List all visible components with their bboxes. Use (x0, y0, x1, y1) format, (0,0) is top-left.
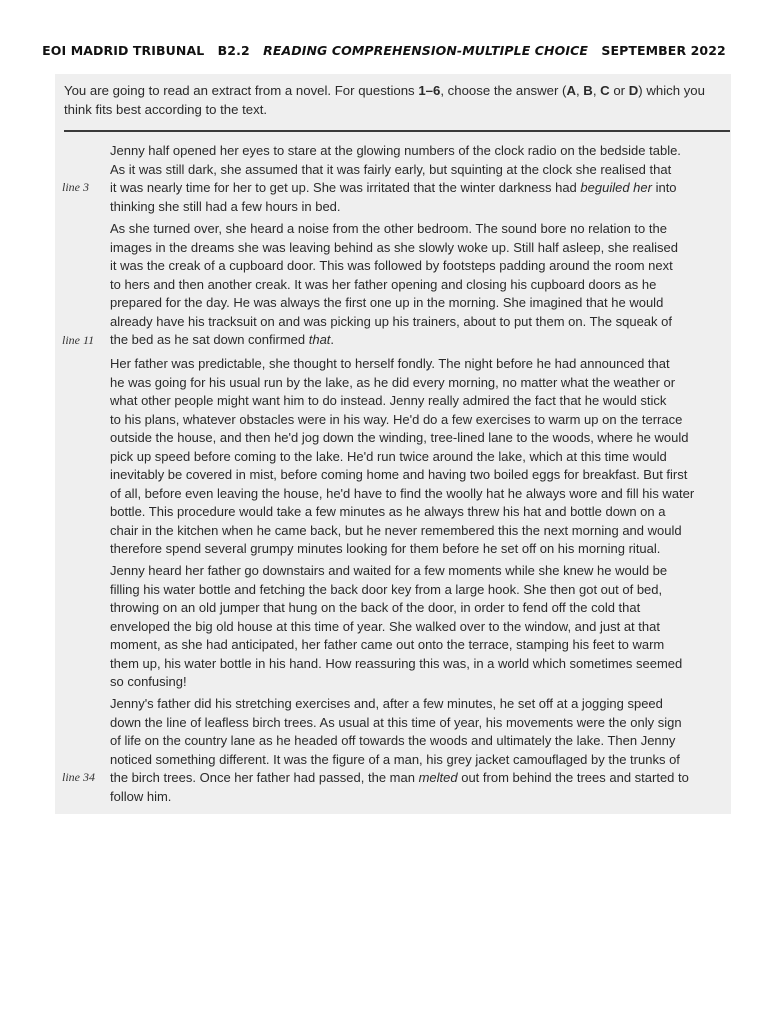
paragraph-2: As she turned over, she heard a noise from the other bedroom. The sound bore no relation to the images in the dreams she was leaving behind as she slowly woke up. Still half asleep, she realised it was the creak of a cupboard door. This was followed by footsteps padding around the room next to hers and then another creak. It was her father opening and closing his cupboard doors as he prepared for the day. He was always the first one up in the morning. She imagined that he would already have his tracksuit on and was picking up his trainers, about to put them on. The squeak of the bed as he sat down confirmed that. (110, 221, 678, 347)
header-task: READING COMPREHENSION-MULTIPLE CHOICE (263, 43, 589, 58)
line-marker-3: line 3 (62, 180, 89, 194)
paragraph-1: Jenny half opened her eyes to stare at the glowing numbers of the clock radio on the bedside table. As it was still dark, she assumed that it was fairly early, but squinting at the clock she realised that it was nearly time for her to get up. She was irritated that the winter darkness had beguiled her into thinking she still had a few hours in bed. (110, 143, 681, 214)
paragraph-4: Jenny heard her father go downstairs and waited for a few moments while she knew he would be filling his water bottle and fetching the back door key from a large hook. She then got out of bed, throwing on an old jumper that hung on the back of the door, in order to fend off the cold that enveloped the big old house at this time of year. She walked over to the window, and just at that moment, as she had anticipated, her father came out onto the terrace, stamping his feet to warm them up, his water bottle in his hand. How reassuring this was, in a world which sometimes seemed so confusing! (110, 563, 683, 689)
header-level: B2.2 (217, 43, 250, 58)
line-marker-34: line 34 (62, 770, 95, 784)
instructions-line-1: You are going to read an extract from a novel. For questions 1–6, choose the answer (A, B, C or D) which you (64, 83, 705, 98)
line-marker-11: line 11 (62, 333, 95, 347)
paragraph-5: Jenny's father did his stretching exercises and, after a few minutes, he set off at a jogging speed down the line of leafless birch trees. As usual at this time of year, his movements were the only sign of life on the country lane as he headed off towards the woods and ultimately the lake. Then Jenny noticed something different. It was the figure of a man, his grey jacket camouflaged by the trunks of the birch trees. Once her father had passed, the man melted out from behind the trees and started to follow him. (110, 696, 689, 804)
header-date: SEPTEMBER 2022 (601, 43, 726, 58)
instructions-line-2: think fits best according to the text. (64, 101, 268, 117)
paragraph-3: Her father was predictable, she thought to herself fondly. The night before he had announced that he was going for his usual run by the lake, as he did every morning, no matter what the weather or what other people might want him to do instead. Jenny really admired the fact that he would stick to his plans, whatever obstacles were in his way. He'd do a few exercises to warm up on the terrace outside the house, and then he'd jog down the winding, tree-lined lane to the woods, where he would pick up speed before coming to the lake. He'd run twice around the lake, which at this time would inevitably be covered in mist, before coming home and having two boiled eggs for breakfast. But first of all, before even leaving the house, he'd have to find the woolly hat he always wore and fill his water bottle. This procedure would take a few minutes as he always threw his hat and bottle down on a chair in the kitchen when he came back, but he never remembered this the next morning and would therefore spend several grumpy minutes looking for them before he set off on his morning ritual. (110, 356, 695, 556)
instructions (64, 82, 728, 119)
header-org: EOI MADRID TRIBUNAL (42, 43, 205, 58)
document-header (0, 43, 768, 58)
divider-rule (64, 130, 730, 132)
